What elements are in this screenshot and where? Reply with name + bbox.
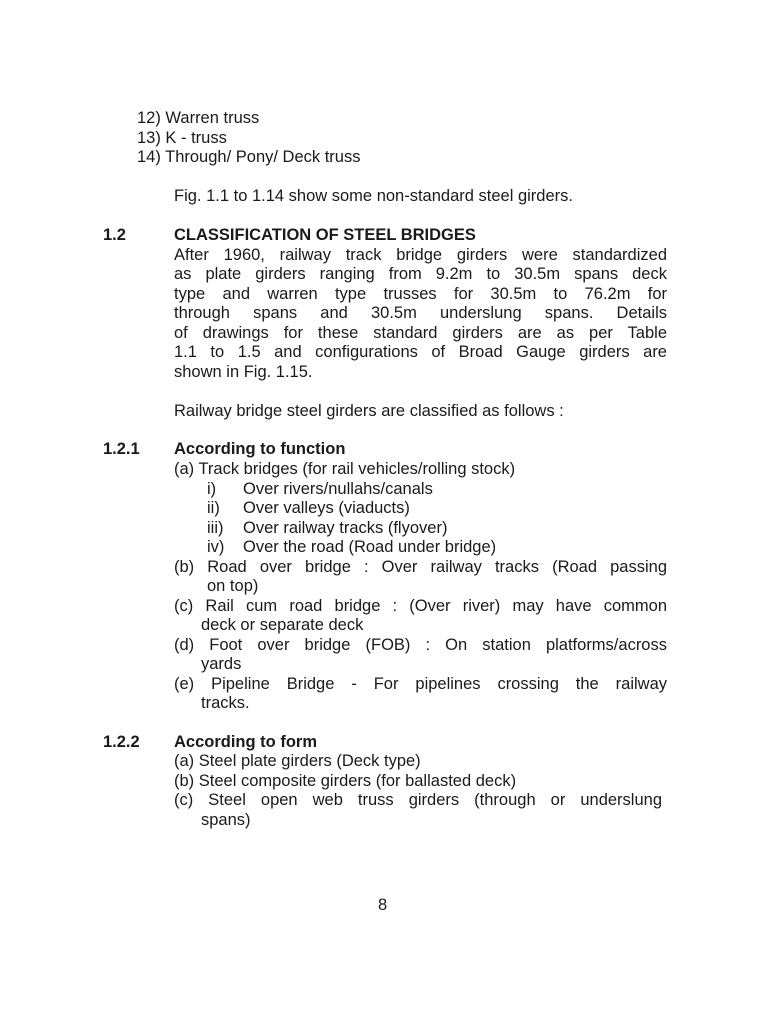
form-item-c-line1: (c) Steel open web truss girders (through or underslung — [174, 791, 662, 809]
truss-item-12 — [137, 108, 259, 128]
sub-item-ii-num: ii) — [207, 499, 220, 517]
function-item-d-line2: yards — [201, 655, 242, 673]
sub-item-ii-text: Over valleys (viaducts) — [243, 499, 410, 517]
subsection-function-title: According to function — [174, 440, 346, 458]
function-item-e-line2: tracks. — [201, 694, 250, 712]
function-item-c-line2: deck or separate deck — [201, 616, 364, 634]
function-item-d-line1: (d) Foot over bridge (FOB) : On station platforms/across — [174, 636, 667, 654]
para-line-4: through spans and 30.5m underslung spans. Details — [174, 304, 667, 322]
truss-item-14 — [137, 147, 360, 167]
sub-item-i-num: i) — [207, 480, 217, 498]
para-line-1: After 1960, railway track bridge girders were standardized — [174, 246, 667, 264]
function-item-e-line1: (e) Pipeline Bridge - For pipelines crossing the railway — [174, 675, 667, 693]
form-item-a: (a) Steel plate girders (Deck type) — [174, 752, 421, 770]
subsection-form-number: 1.2.2 — [103, 733, 140, 751]
section-title: CLASSIFICATION OF STEEL BRIDGES — [174, 226, 476, 244]
sub-item-iv-num: iv) — [207, 538, 225, 556]
form-item-b: (b) Steel composite girders (for ballasted deck) — [174, 772, 517, 790]
subsection-function-number: 1.2.1 — [103, 440, 140, 458]
subsection-form-title: According to form — [174, 733, 317, 751]
truss-item-13-text: 13) K - truss — [137, 129, 227, 147]
function-item-c-line1: (c) Rail cum road bridge : (Over river) may have common — [174, 597, 667, 615]
para-line-6: 1.1 to 1.5 and configurations of Broad Gauge girders are — [174, 343, 667, 361]
classification-intro: Railway bridge steel girders are classified as follows : — [174, 402, 564, 420]
sub-item-iii-text: Over railway tracks (flyover) — [243, 519, 448, 537]
page-number: 8 — [378, 896, 388, 914]
sub-item-iii-num: iii) — [207, 519, 224, 537]
para-line-5: of drawings for these standard girders are as per Table — [174, 324, 667, 342]
function-item-b-line2: on top) — [207, 577, 259, 595]
function-item-b-line1: (b) Road over bridge : Over railway tracks (Road passing — [174, 558, 667, 576]
truss-item-14-text: 14) Through/ Pony/ Deck truss — [137, 148, 361, 166]
truss-item-13 — [137, 128, 227, 148]
sub-item-iv-text: Over the road (Road under bridge) — [243, 538, 497, 556]
form-item-c-line2: spans) — [201, 811, 251, 829]
sub-item-i-text: Over rivers/nullahs/canals — [243, 480, 433, 498]
function-item-a: (a) Track bridges (for rail vehicles/rolling stock) — [174, 460, 516, 478]
para-line-3: type and warren type trusses for 30.5m to 76.2m for — [174, 285, 667, 303]
fig-note: Fig. 1.1 to 1.14 show some non-standard steel girders. — [174, 187, 573, 205]
truss-item-12-text: 12) Warren truss — [137, 109, 260, 127]
section-number: 1.2 — [103, 226, 126, 244]
para-line-7: shown in Fig. 1.15. — [174, 363, 313, 381]
para-line-2: as plate girders ranging from 9.2m to 30.5m spans deck — [174, 265, 667, 283]
